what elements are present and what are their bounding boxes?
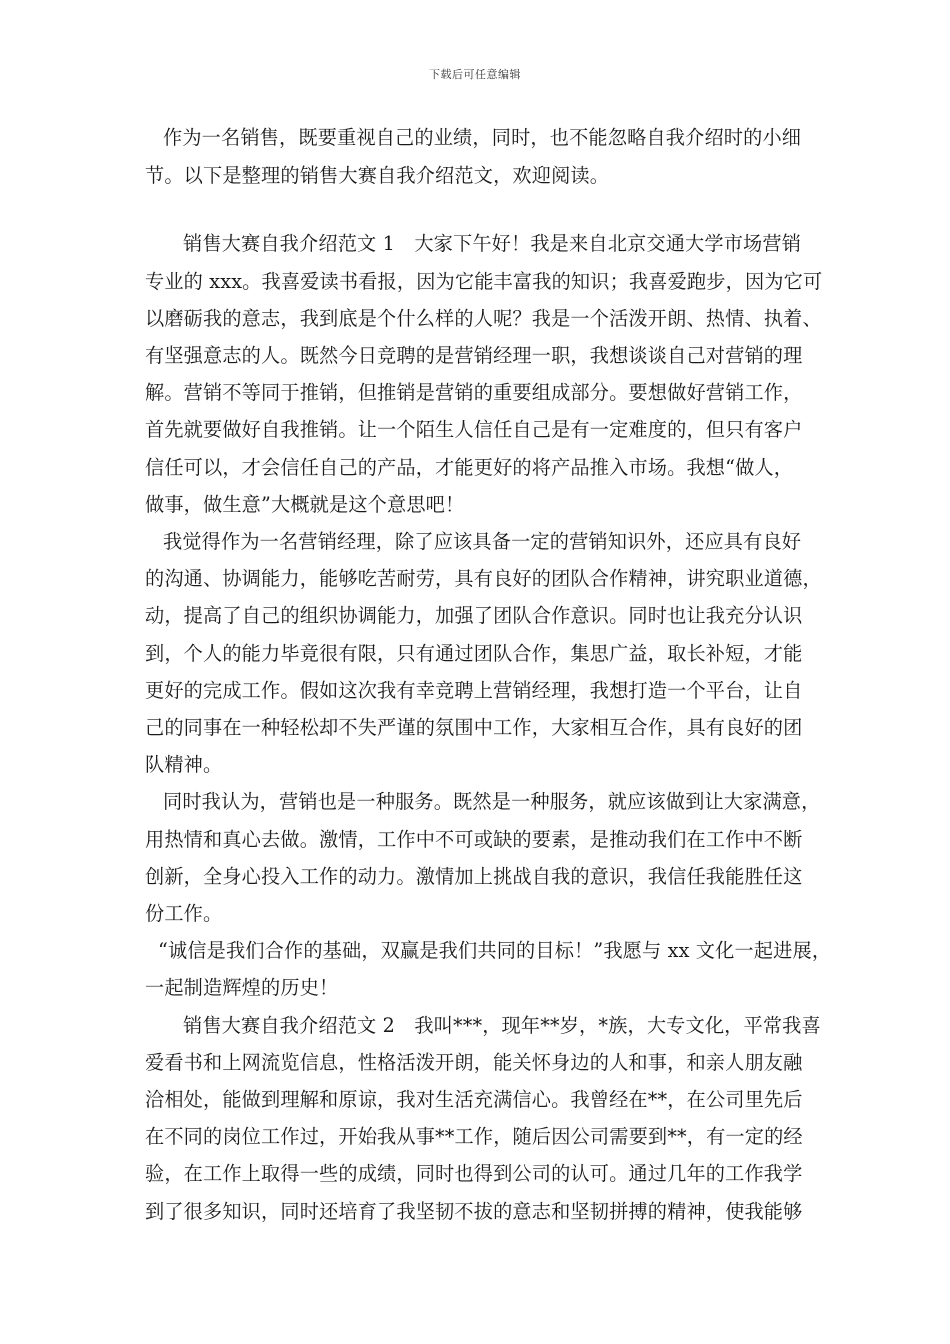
text-line: 份工作。: [145, 902, 223, 925]
text-line: 动，提高了自己的组织协调能力，加强了团队合作意识。同时也让我充分认识: [145, 604, 803, 627]
text-line: “诚信是我们合作的基础，双赢是我们共同的目标！”我愿与 xx 文化一起进展，: [158, 939, 832, 962]
text-line: 我觉得作为一名营销经理，除了应该具备一定的营销知识外，还应具有良好: [163, 530, 802, 553]
text-line: 的沟通、协调能力，能够吃苦耐劳，具有良好的团队合作精神，讲究职业道德，: [145, 567, 822, 590]
text-line: 到了很多知识，同时还培育了我坚韧不拔的意志和坚韧拼搏的精神，使我能够: [145, 1200, 803, 1223]
text-line: 一起制造辉煌的历史！: [145, 976, 339, 999]
text-line: 作为一名销售，既要重视自己的业绩，同时，也不能忽略自我介绍时的小细: [163, 126, 802, 149]
text-line: 首先就要做好自我推销。让一个陌生人信任自己是有一定难度的，但只有客户: [145, 418, 803, 441]
text-line: 有坚强意志的人。既然今日竞聘的是营销经理一职，我想谈谈自己对营销的理: [145, 344, 803, 367]
text-line: 用热情和真心去做。激情，工作中不可或缺的要素，是推动我们在工作中不断: [145, 828, 803, 851]
text-line: 信任可以，才会信任自己的产品，才能更好的将产品推入市场。我想“做人，: [145, 456, 794, 479]
text-line: 以磨砺我的意志，我到底是个什么样的人呢？我是一个活泼开朗、热情、执着、: [145, 307, 822, 330]
text-line: 做事，做生意”大概就是这个意思吧！: [145, 493, 465, 516]
text-line: 解。营销不等同于推销，但推销是营销的重要组成部分。要想做好营销工作，: [145, 381, 803, 404]
text-line: 创新，全身心投入工作的动力。激情加上挑战自我的意识，我信任我能胜任这: [145, 865, 803, 888]
text-line: 己的同事在一种轻松却不失严谨的氛围中工作，大家相互合作，具有良好的团: [145, 716, 803, 739]
text-line: 更好的完成工作。假如这次我有幸竞聘上营销经理，我想打造一个平台，让自: [145, 679, 803, 702]
text-line: 在不同的岗位工作过，开始我从事**工作，随后因公司需要到**，有一定的经: [145, 1125, 803, 1148]
page-header: 下载后可任意编辑: [429, 68, 521, 81]
text-line: 爱看书和上网流览信息，性格活泼开朗，能关怀身边的人和事，和亲人朋友融: [145, 1051, 803, 1074]
text-line: 洽相处，能做到理解和原谅，我对生活充满信心。我曾经在**，在公司里先后: [145, 1088, 803, 1111]
text-line: 队精神。: [145, 753, 223, 776]
text-line: 销售大赛自我介绍范文 2 我叫***，现年**岁，*族，大专文化，平常我喜: [183, 1014, 821, 1037]
text-line: 节。以下是整理的销售大赛自我介绍范文，欢迎阅读。: [145, 164, 610, 187]
text-line: 销售大赛自我介绍范文 1 大家下午好！我是来自北京交通大学市场营销: [183, 232, 802, 255]
text-line: 专业的 xxx。我喜爱读书看报，因为它能丰富我的知识；我喜爱跑步，因为它可: [145, 270, 823, 293]
text-line: 验，在工作上取得一些的成绩，同时也得到公司的认可。通过几年的工作我学: [145, 1162, 803, 1185]
text-line: 到，个人的能力毕竟很有限，只有通过团队合作，集思广益，取长补短，才能: [145, 642, 803, 665]
text-line: 同时我认为，营销也是一种服务。既然是一种服务，就应该做到让大家满意，: [163, 790, 821, 813]
